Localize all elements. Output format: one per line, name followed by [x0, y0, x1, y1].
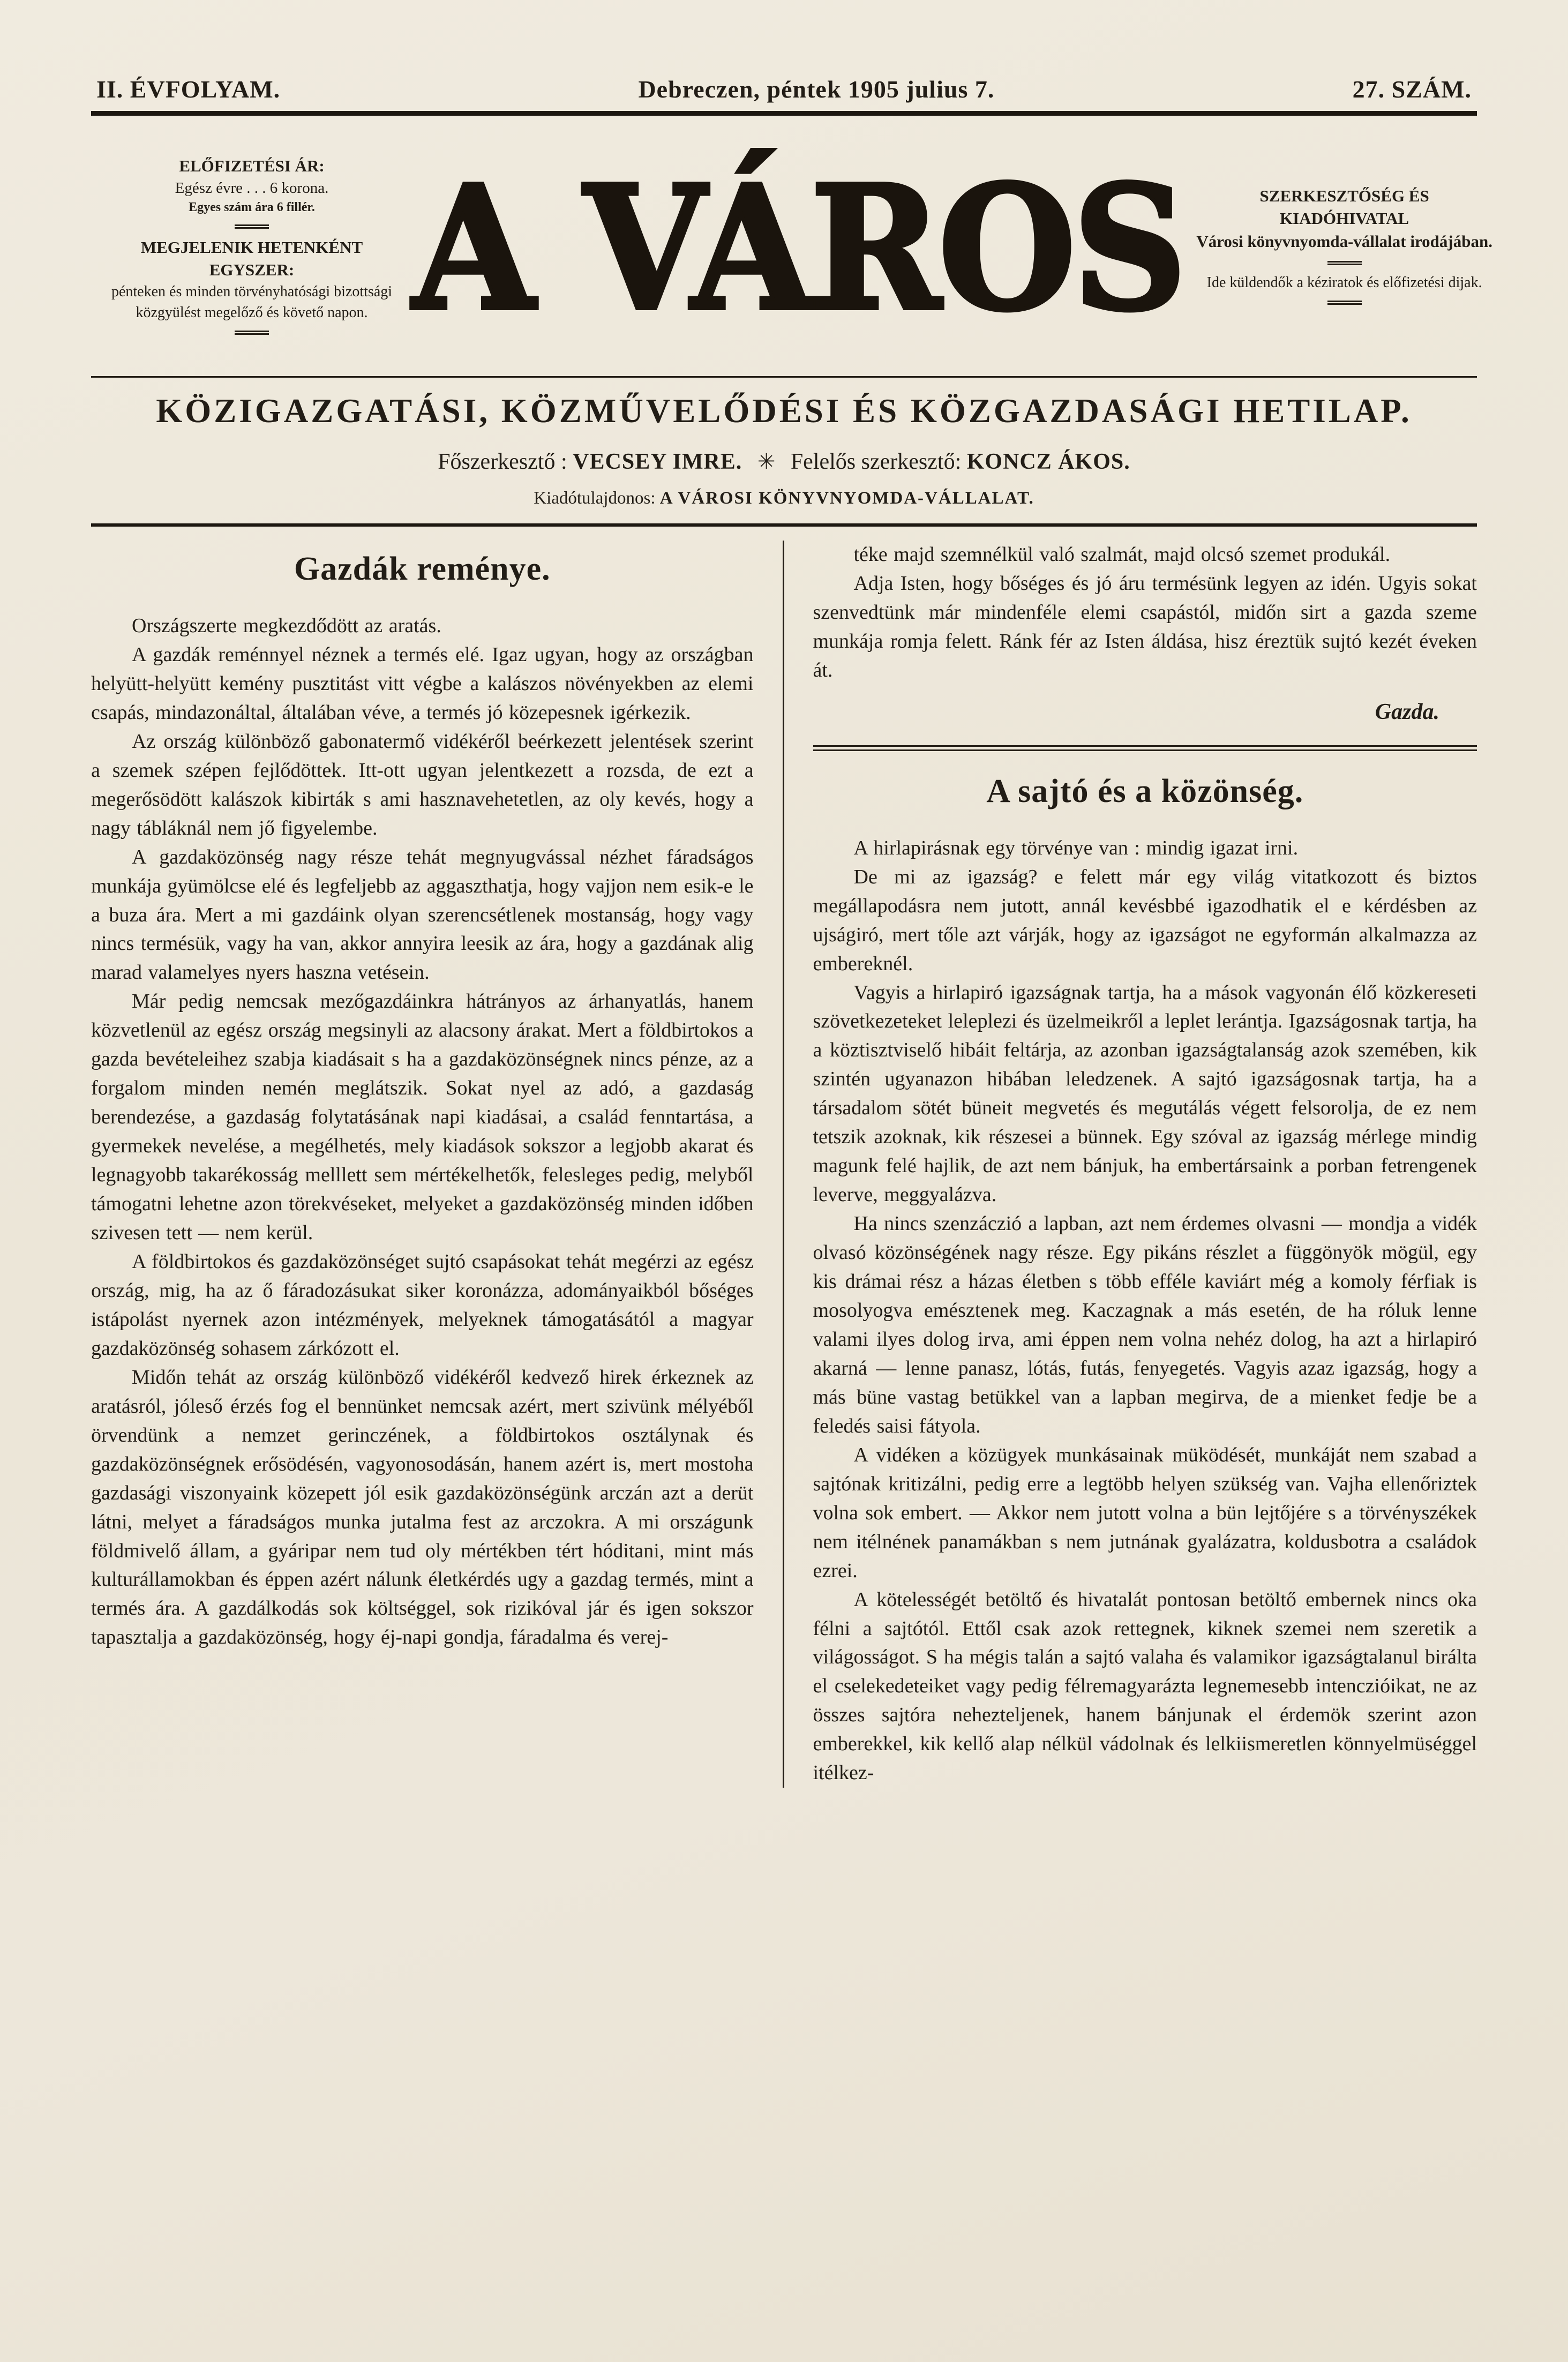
manuscripts-note: Ide küldendők a kéziratok és előfizetési dijak. — [1206, 274, 1482, 291]
article-body-continued — [813, 541, 1477, 685]
responsible-editor-label: Felelős szerkesztő: — [790, 449, 962, 474]
subscription-price-issue: Egyes szám ára 6 fillér. — [189, 200, 315, 215]
article-signature: Gazda. — [1375, 699, 1439, 724]
chief-editor-label: Főszerkesztő : — [438, 449, 567, 474]
publisher-label: Kiadótulajdonos: — [534, 489, 656, 508]
editorial-office-address: Városi könyvnyomda-vállalat irodájában. — [1196, 232, 1492, 251]
publication-schedule-note: pénteken és minden törvényhatósági bizottsági közgyülést megelőző és követő napon. — [111, 283, 393, 321]
dateline: Debreczen, péntek 1905 julius 7. — [638, 76, 995, 103]
article-columns — [91, 541, 1477, 1788]
subscription-box — [91, 155, 412, 343]
paragraph: téke majd szemnélkül való szalmát, majd olcsó szemet produkál. — [853, 543, 1391, 566]
subscription-heading: ELŐFIZETÉSI ÁR: — [179, 156, 325, 175]
masthead — [91, 121, 1492, 373]
paragraph: Adja Isten, hogy bőséges és jó áru termésünk legyen az idén. Ugyis sokat szenvedtünk már mindenféle elemi csapástól, midőn sirt a gazda szeme munkája romja felett. Ránk fér az Isten áldása, hisz éreztük sujtó kezét éveken át. — [813, 572, 1477, 681]
topbar — [91, 75, 1477, 111]
paragraph: De mi az igazság? e felett már egy világ vitatkozott és biztos megállapodásra nem jutott, annál kevésbbé igazodhatik el e kérdésben az ujságiró, mert tőle azt várják, hogy az igazságot ne egyformán alkalmazza az embereknél. — [813, 865, 1477, 975]
responsible-editor-name: KONCZ ÁKOS. — [966, 449, 1130, 474]
body-rule — [91, 523, 1477, 527]
paragraph: A kötelességét betöltő és hivatalát pontosan betöltő embernek nincs oka félni a sajtótól. Ettől csak azok rettegnek, kiknek szemei nem szeretik a világosságot. S ha mégis talán a sajtó valaha és valamikor igazságtalanul birálta el cselekedeteiket vagy pedig félremagyarázta legnemesebb intenczióikat, ne az összes sajtóra nehezteljenek, hanem bánjunak el érdemök szerint azon emberekkel, kik kellő alap nélkül vádolnak és lelkiismeretlen könnyelmüséggel itélkez- — [813, 1588, 1477, 1784]
paragraph: Országszerte megkezdődött az aratás. — [132, 614, 441, 637]
publication-schedule-heading: MEGJELENIK HETENKÉNT EGYSZER: — [140, 237, 363, 280]
paragraph: A gazdák reménnyel néznek a termés elé. Igaz ugyan, hogy az országban helyütt-helyütt kemény pusztitást vitt végbe a kalászos növényekben az elemi csapás, mindazonáltal, általában véve, a termés jó közepesnek igérkezik. — [91, 643, 754, 724]
paragraph: A vidéken a közügyek munkásainak müködését, munkáját nem szabad a sajtónak kritizálni, pedig erre a legtöbb helyen szükség van. Vajha ellenőriztek volna sok embert. — Akkor nem jutott volna a bün lejtőjére s a törvényszékek nem itélnének panamákban s nem jutnának gyalázatra, koldusbotra a családok ezrei. — [813, 1443, 1477, 1582]
divider — [235, 224, 269, 229]
editorial-office-box — [1184, 185, 1505, 313]
paragraph: Vagyis a hirlapiró igazságnak tartja, ha a mások vagyonán élő közkereseti szövetkezeteket leleplezi és üzelmeikről a leplet lerántja. Igazságosnak tartja, ha a köztisztviselő hibáit feltárja, az azonban igazságtalanság azok szemében, kik szintén ugyanazon hibában leledzenek. A sajtó igazságosnak tartja, ha a társadalom sötét büneit megvetés és megutálás végett felsorolja, de ez nem tetszik azoknak, kik részesei a bünnek. Egy szóval az igazság mérlege mindig magunk felé hajlik, de azt nem bánjuk, ha embertársaink a porban fetrengenek leverve, meggyalázva. — [813, 981, 1477, 1206]
publisher-line — [91, 489, 1477, 508]
divider — [235, 331, 269, 335]
article-body — [813, 834, 1477, 1788]
publisher-name: A VÁROSI KÖNYVNYOMDA-VÁLLALAT. — [659, 489, 1034, 508]
volume-label: II. ÉVFOLYAM. — [96, 76, 281, 103]
paragraph: A földbirtokos és gazdaközönséget sujtó csapásokat tehát megérzi az egész ország, mig, ha az ő fáradozásukat siker koronázza, adományaikból bőséges istápolást nyernek azon intézmények, melyeknek támogatásától a magyar gazdaközönség sohasem zárkózott el. — [91, 1250, 754, 1360]
divider — [1327, 301, 1362, 305]
paragraph: A hirlapirásnak egy törvénye van : mindig igazat irni. — [853, 836, 1299, 859]
editors-line — [91, 449, 1477, 475]
editorial-office-heading: SZERKESZTŐSÉG ÉS KIADÓHIVATAL — [1259, 186, 1429, 228]
newspaper-subtitle: KÖZIGAZGATÁSI, KÖZMŰVELŐDÉSI ÉS KÖZGAZDASÁGI HETILAP. — [156, 392, 1412, 430]
paragraph: Az ország különböző gabonatermő vidékéről beérkezett jelentések szerint a szemek szépen fejlődöttek. Itt-ott ugyan jelentkezett a rozsda, de ezt a megerősödött kalászok kibirták s ami hasznavehetetlen, az oly kevés, hogy a nagy tábláknál nem jő figyelembe. — [91, 730, 754, 839]
left-column — [91, 541, 784, 1788]
paragraph: A gazdaközönség nagy része tehát megnyugvással nézhet fáradságos munkája gyümölcse elé és legfeljebb az aggaszthatja, hogy vajjon nem esik-e le a buza ára. Mert a mi gazdáink olyan szerencsétlenek mostanság, hogy vagy nincs termésük, vagy ha van, akkor annyira leesik az ára, hogy a gazdának alig marad valamelyes nyers haszna vetésein. — [91, 845, 754, 984]
article-separator — [813, 745, 1477, 751]
divider — [1327, 261, 1362, 265]
paragraph: Midőn tehát az ország különböző vidékéről kedvező hirek érkeznek az aratásról, jóleső érzés fog el bennünket nemcsak azért, mert szivünk mélyéből örvendünk a nemzet gerinczének, a földbirtokos osztálynak és gazdaközönségnek erősödésén, vagyonosodásán, hanem azért is, mert mostoha gazdasági viszonyaink közepett jól esik gazdaközönségünk arczán azt a derüt látni, melyet a fáradságos munka jutalma fest az arczokra. A mi országunk földmivelő állam, a gyáripar nem tud oly mértékben tért hóditani, mint más kulturállamokban és éppen azért nálunk életkérdés ugy a gazdag termés, mint a termés ára. A gazdálkodás sok költséggel, sok rizikóval jár és igen sokszor tapasztalja a gazdaközönség, hogy éj-napi gondja, fáradalma és verej- — [91, 1366, 754, 1649]
article-title: A sajtó és a közönség. — [986, 773, 1304, 809]
right-column — [784, 541, 1477, 1788]
paragraph: Már pedig nemcsak mezőgazdáinkra hátrányos az árhanyatlás, hanem közvetlenül az egész ország megsinyli az alacsony árakat. Mert a földbirtokos a gazda bevételeihez szabja kiadásait s ha a gazdaközönségnek nincs pénze, az a forgalom minden nemén meglátszik. Sokat nyel az adó, a gazdaság berendezése, a gazdaság folytatásának napi kiadásai, a család fenntartása, a gyermekek nevelése, a megélhetés, mely kiadások sokszor a legjobb akarat és legnagyobb takarékosság melllett sem mértékelhetők, felesleges pedig, melyből támogatni lehetne azon törekvéseket, melyeket a gazdaközönség minden időben szivesen tett — nem kerül. — [91, 990, 754, 1244]
header-rule — [91, 111, 1477, 116]
ornament-star-icon: ✳ — [757, 449, 776, 474]
paragraph: Ha nincs szenzáczió a lapban, azt nem érdemes olvasni — mondja a vidék olvasó közönségének nagy része. Egy pikáns részlet a függönyök mögül, egy kis drámai rész a házas életben s több efféle kaviárt még a komoly férfiak is mosolyogva emésztenek meg. Kaczagnak a más esetén, de ha róluk lenne valami ilyes dolog irva, ami éppen nem volna nehéz dolog, ha azt a hirlapiró akarná — lenne panasz, lótás, futás, fenyegetés. Vagyis azaz igazság, hogy a más büne vastag betükkel van a lapban megirva, de a mienket fedje be a feledés saisi fátyola. — [813, 1212, 1477, 1437]
masthead-rule — [91, 376, 1477, 378]
issue-label: 27. SZÁM. — [1352, 76, 1472, 103]
newspaper-title: A VÁROS — [412, 147, 1184, 349]
subscription-price-year: Egész évre . . . 6 korona. — [175, 179, 329, 197]
chief-editor-name: VECSEY IMRE. — [573, 449, 742, 474]
article-body — [91, 612, 754, 1652]
article-title: Gazdák reménye. — [294, 551, 551, 587]
